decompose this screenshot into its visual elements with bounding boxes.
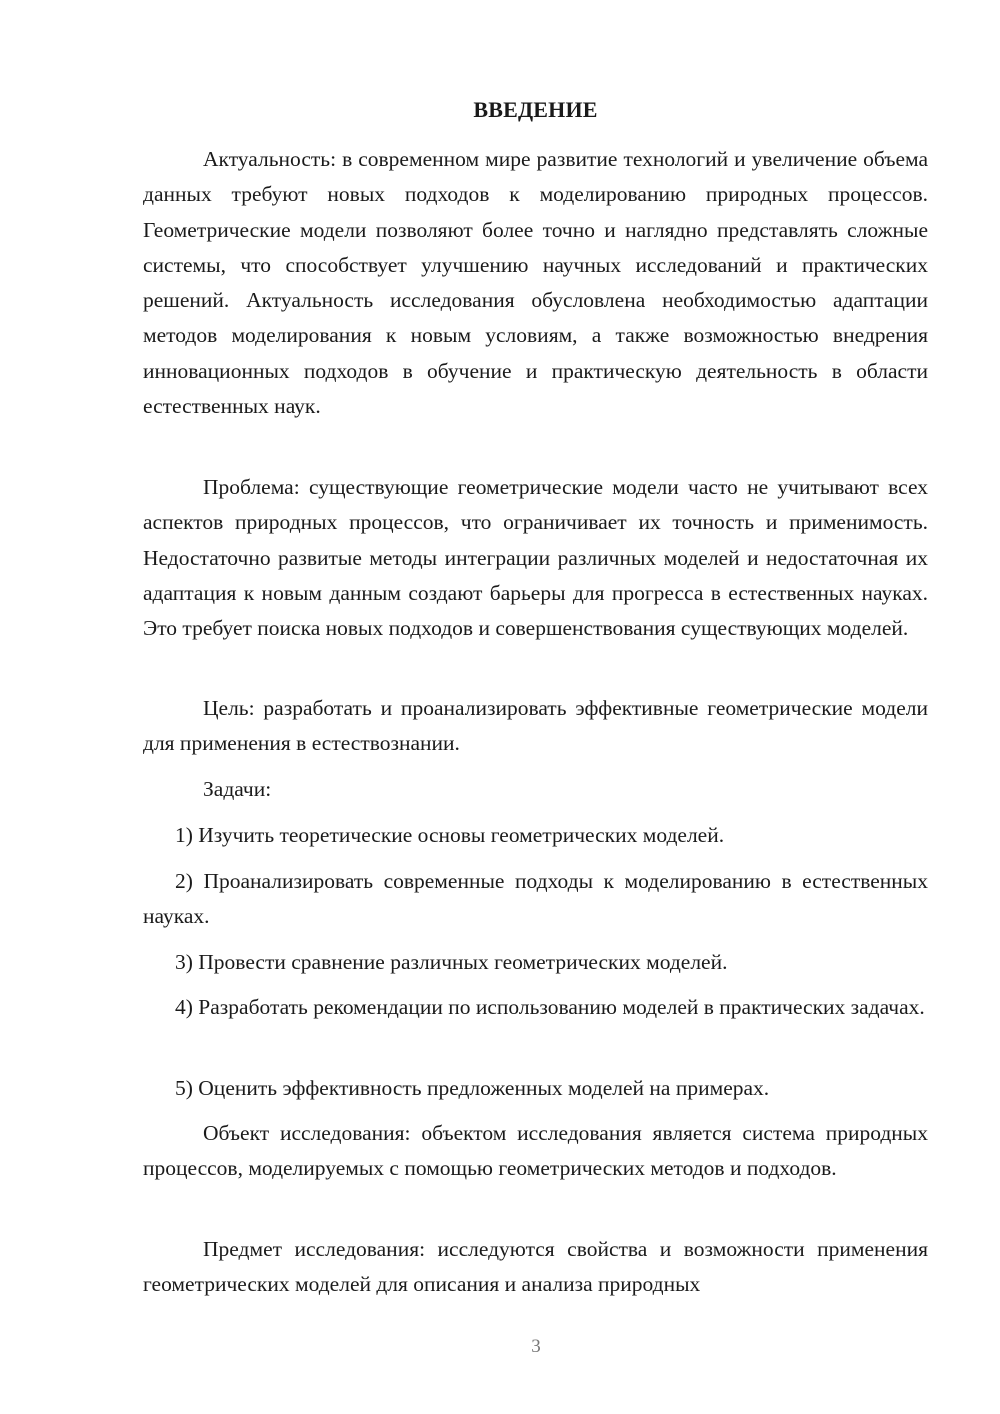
paragraph-problem: Проблема: существующие геометрические модели часто не учитывают всех аспектов природных процессов, что ограничивает их точность и применимость. Недостаточно развитые методы интеграции различных моделей и недостаточная их адаптация к новым данным создают барьеры для прогресса в естественных науках. Это требует поиска новых подходов и совершенствования существующих моделей.: [143, 475, 928, 641]
task-item: 3) Провести сравнение различных геометрических моделей.: [175, 950, 728, 974]
task-item: 4) Разработать рекомендации по использованию моделей в практических задачах.: [175, 995, 925, 1019]
section-title: ВВЕДЕНИЕ: [473, 97, 598, 122]
task-item: 5) Оценить эффективность предложенных моделей на примерах.: [175, 1076, 770, 1100]
task-item: 2) Проанализировать современные подходы к моделированию в естественных науках.: [143, 869, 928, 929]
paragraph-relevance: Актуальность: в современном мире развитие технологий и увеличение объема данных требуют новых подходов к моделированию природных процессов. Геометрические модели позволяют более точно и наглядно представлять сложные системы, что способствует улучшению научных исследований и практических решений. Актуальность исследования обусловлена необходимостью адаптации методов моделирования к новым условиям, а также возможностью внедрения инновационных подходов в обучение и практическую деятельность в области естественных наук.: [143, 147, 928, 419]
paragraph-object: Объект исследования: объектом исследования является система природных процессов, моделируемых с помощью геометрических методов и подходов.: [143, 1121, 928, 1181]
page-number: 3: [531, 1336, 541, 1357]
task-item: 1) Изучить теоретические основы геометрических моделей.: [175, 823, 725, 847]
paragraph-goal: Цель: разработать и проанализировать эффективные геометрические модели для применения в естествознании.: [143, 696, 928, 756]
paragraph-subject: Предмет исследования: исследуются свойства и возможности применения геометрических моделей для описания и анализа природных: [143, 1237, 928, 1297]
tasks-heading: Задачи:: [203, 777, 272, 801]
